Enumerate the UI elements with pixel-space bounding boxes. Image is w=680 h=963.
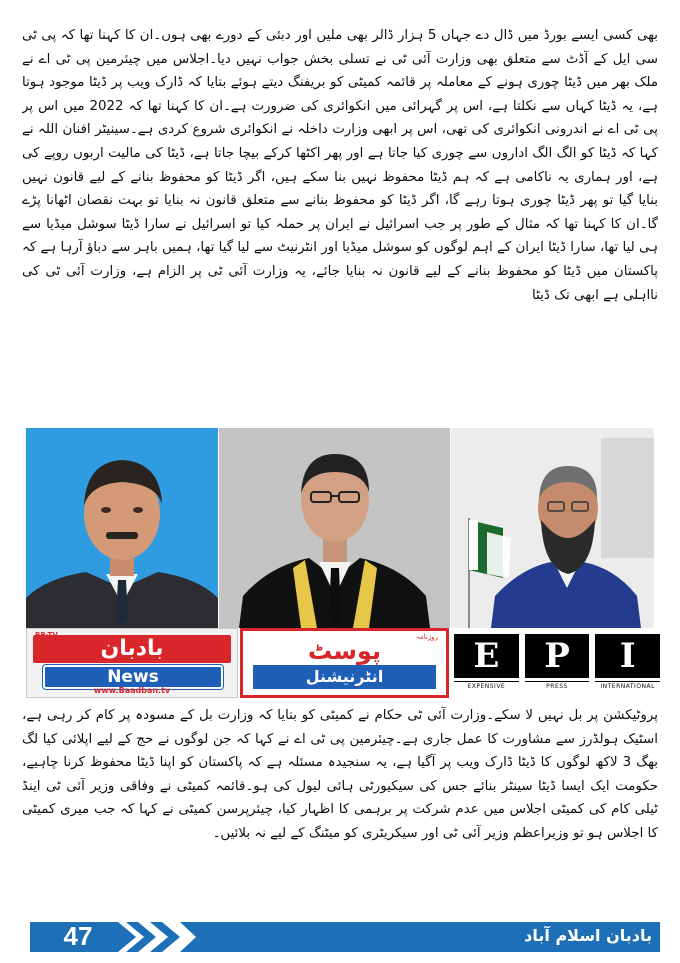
post-international-logo	[240, 628, 449, 698]
portrait-photo-right	[451, 428, 654, 628]
epi-letter-p: P	[525, 634, 590, 678]
epi-logo	[454, 628, 660, 698]
post-logo-tagline: روزنامہ	[415, 633, 438, 641]
footer-title: بادبان اسلام آباد	[524, 926, 652, 945]
article-paragraph: بھی کسی ایسے بورڈ میں ڈال دے جہاں 5 ہزار ڈالر بھی ملیں اور دبئی کے دورے بھی ہوں۔ان کا کہنا تھا کہ پی ٹی سی ایل کے آڈٹ سے متعلق بھی وزارت آئی ٹی نے تسلی بخش جواب نہیں دیا۔اجلاس میں چیئرمین پی ٹی اے نے ملک بھر میں ڈیٹا چوری ہونے کے معاملہ پر قائمہ کمیٹی کو بریفنگ دیتے ہوئے بتایا کہ ڈارک ویب پر ڈیٹا موجود ہوتا ہے، یہ ڈیٹا کہاں سے نکلتا ہے، اس پر گہرائی میں انکوائری کی ضرورت ہے۔ان کا کہنا تھا کہ 2022 میں اس پر پی ٹی اے نے اندرونی انکوائری کی تھی، اس پر ابھی وزارت داخلہ نے انکوائری شروع کردی ہے۔سینیٹر افنان اللہ نے کہا کہ ڈیٹا کو الگ الگ اداروں سے چوری کیا جاتا ہے اور پھر اکٹھا کرکے بیچا جاتا ہے، ڈیٹا کی مالیت اربوں روپے کی ہے، اور ہماری یہ ناکامی ہے کہ ہم ڈیٹا محفوظ نہیں بنا سکے ہیں، اگر ڈیٹا کو محفوظ بنانے کے لیے قانون نہیں بنایا گیا تو پھر ڈیٹا چوری ہوتا رہے گا، اگر ڈیٹا کو محفوظ بنانے سے متعلق قانون نہ بنایا تو بہت نقصان اٹھانا پڑے گا۔ان کا کہنا تھا کہ مثال کے طور پر جب اسرائیل نے ایران پر حملہ کیا تو اسرائیل نے سارا ڈیٹا سوشل میڈیا سے ہی لیا تھا، سارا ڈیٹا ایران کے اہم لوگوں کو سوشل میڈیا اور انٹرنیٹ سے لیا گیا تھا، ہمیں باہر سے دباؤ آرہا ہے کہ پاکستان میں ڈیٹا کو محفوظ بنانے کے لیے قانون نہ بنایا جائے، یہ وزارت آئی ٹی پر الزام ہے، وزارت آئی ٹی کی نااہلی ہے ابھی تک ڈیٹا	[22, 28, 658, 303]
epi-word-international: INTERNATIONAL	[595, 681, 660, 690]
portrait-photo-left	[26, 428, 218, 628]
baadban-news-logo	[26, 628, 238, 698]
post-logo-subtitle: انٹرنیشنل	[253, 665, 436, 689]
page-footer	[30, 920, 660, 954]
epi-word-expensive: EXPENSIVE	[454, 681, 519, 690]
baadban-logo-title: بادبان	[33, 635, 231, 663]
article-text-bottom	[22, 704, 658, 918]
page-number: 47	[63, 921, 93, 951]
article-paragraph: پروٹیکشن پر بل نہیں لا سکے۔وزارت آئی ٹی حکام نے کمیٹی کو بتایا کہ وزارت بل کے مسودہ پر کام کر رہی ہے، اسٹیک ہولڈرز سے مشاورت کا عمل جاری ہے۔چیئرمین پی ٹی اے نے کہا کہ جن لوگوں نے حج کے لیے اپلائی کیا لگ بھگ 3 لاکھ لوگوں کا ڈیٹا ڈارک ویب پر آگیا ہے، یہ سنجیدہ مسئلہ ہے کہ پاکستان کو اپنا ڈیٹا محفوظ کرنا چاہیے، حکومت ایک ایسا ڈیٹا سینٹر بنائے جس کی سیکیورٹی ہائی لیول کی ہو۔قائمہ کمیٹی نے وفاقی وزیر آئی ٹی اینڈ ٹیلی کام کی کمیٹی اجلاس میں عدم شرکت پر برہمی کا اظہار کیا، چیئرپرسن کمیٹی نے کہا کہ جب میری کمیٹی کا اجلاس ہو تو وزیراعظم وزیر آئی ٹی اور سیکریٹری کو میٹنگ کے لیے نہ بلائیں۔	[22, 708, 658, 841]
baadban-logo-news: News	[43, 665, 223, 689]
post-logo-title: پوسٹ	[307, 637, 382, 665]
epi-letter-i: I	[595, 634, 660, 678]
epi-letter-e: E	[454, 634, 519, 678]
epi-word-press: PRESS	[525, 681, 590, 690]
article-text-top	[22, 24, 658, 422]
portrait-photo-center	[219, 428, 450, 628]
baadban-logo-url: www.Baadban.tv	[93, 686, 171, 695]
